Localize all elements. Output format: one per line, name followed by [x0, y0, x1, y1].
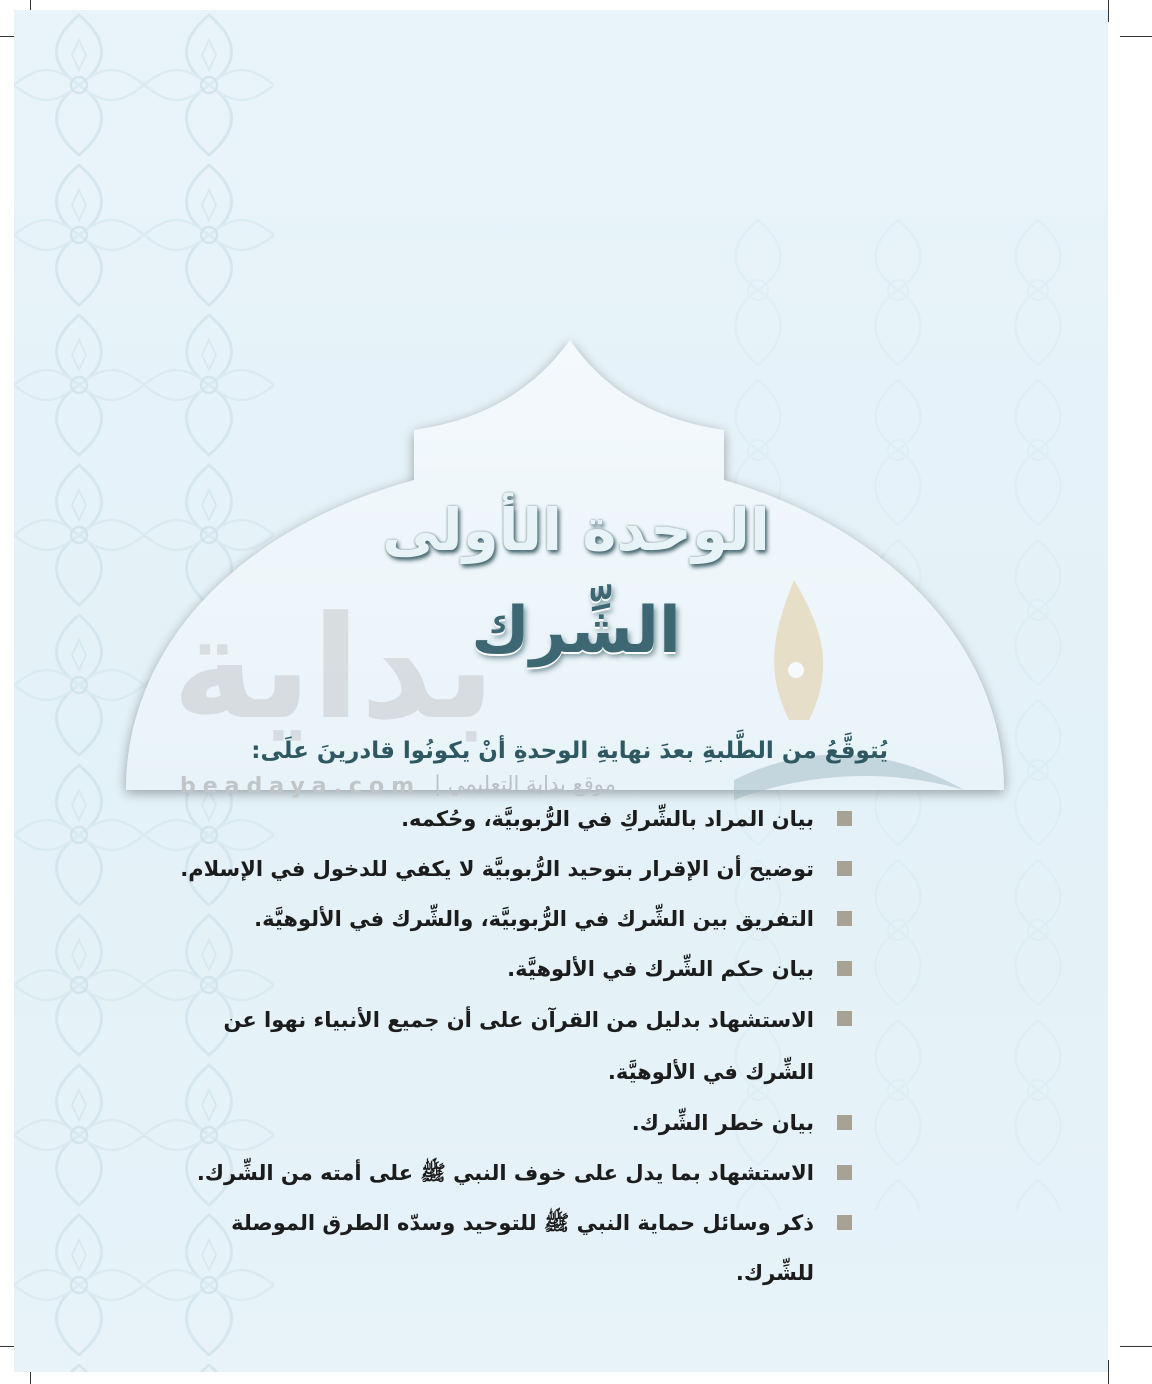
crop-mark-bottom-right — [1108, 1360, 1109, 1384]
list-item — [152, 794, 852, 844]
objective-text: التفريق بين الشِّرك في الرُّبوبيَّة، والشِّرك في الألوهيَّة. — [254, 907, 814, 931]
square-bullet-icon — [837, 1215, 852, 1230]
list-item — [152, 1198, 852, 1298]
watermark-url: beadaya.com — [180, 774, 422, 799]
list-item — [152, 1148, 852, 1198]
watermark-site: موقع بداية التعليمي | — [434, 772, 616, 796]
objective-text: بيان خطر الشِّرك. — [631, 1111, 814, 1135]
square-bullet-icon — [837, 811, 852, 826]
objective-text: الاستشهاد بما يدل على خوف النبي ﷺ على أمته من الشِّرك. — [196, 1161, 814, 1185]
list-item — [152, 894, 852, 944]
list-item — [152, 844, 852, 894]
objective-text: بيان حكم الشِّرك في الألوهيَّة. — [507, 957, 814, 981]
square-bullet-icon — [837, 911, 852, 926]
square-bullet-icon — [837, 961, 852, 976]
square-bullet-icon — [837, 1011, 852, 1026]
objective-text: بيان المراد بالشِّركِ في الرُّبوبيَّة، وحُكمه. — [401, 807, 814, 831]
objective-text: توضيح أن الإقرار بتوحيد الرُّبوبيَّة لا يكفي للدخول في الإسلام. — [180, 857, 814, 881]
list-item — [152, 1098, 852, 1148]
list-item — [152, 994, 852, 1098]
watermark-brand: بداية — [172, 586, 496, 751]
crop-mark-top-right — [1108, 0, 1109, 22]
square-bullet-icon — [837, 861, 852, 876]
objective-text: الاستشهاد بدليل من القرآن على أن جميع الأنبياء نهوا عن الشِّرك في الألوهيَّة. — [223, 1008, 814, 1084]
objectives-intro: يُتوقَّعُ من الطَّلبةِ بعدَ نهايةِ الوحدةِ أنْ يكونُوا قادرينَ علَى: — [251, 738, 888, 764]
crop-mark-bottom-right-h — [1120, 1346, 1152, 1347]
objective-text: ذكر وسائل حماية النبي ﷺ للتوحيد وسدّه الطرق الموصلة للشِّرك. — [231, 1211, 814, 1285]
unit-title: الوحدة الأولى — [382, 496, 770, 564]
objectives-list — [152, 794, 852, 1298]
square-bullet-icon — [837, 1165, 852, 1180]
square-bullet-icon — [837, 1115, 852, 1130]
crop-mark-top-right-h — [1120, 36, 1152, 37]
lesson-title: الشِّرك — [471, 594, 681, 668]
list-item — [152, 944, 852, 994]
